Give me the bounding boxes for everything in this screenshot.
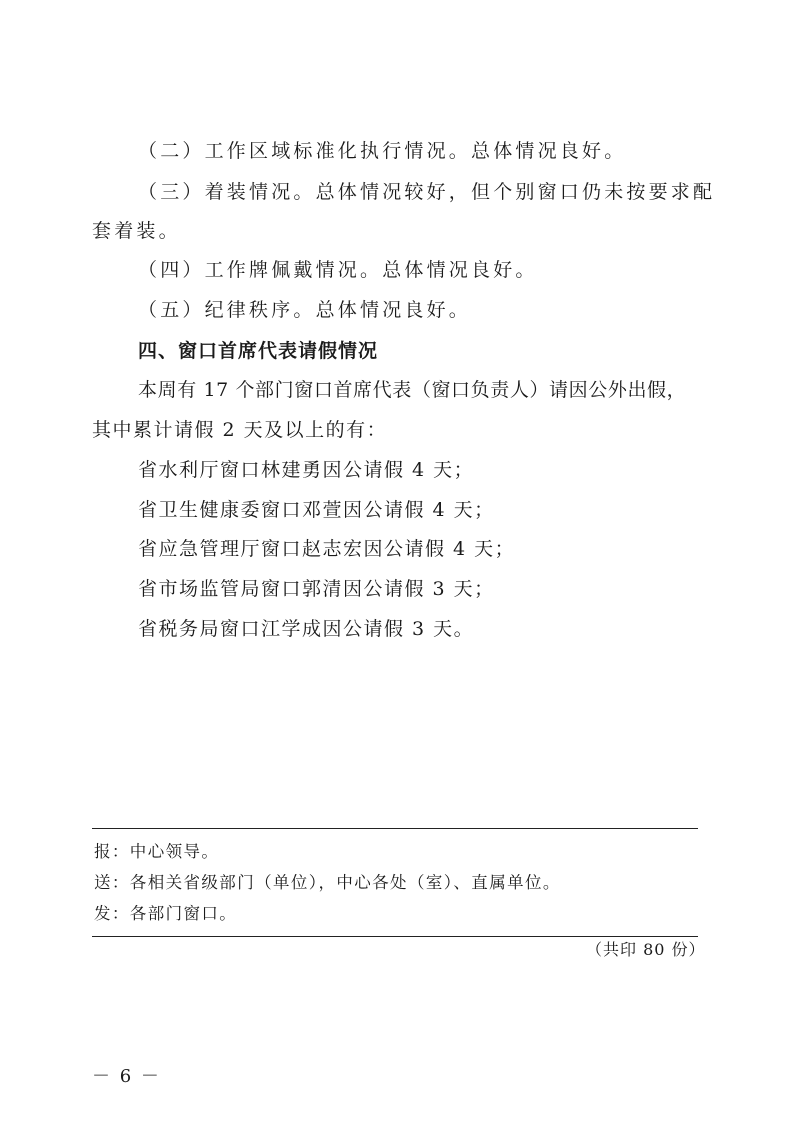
leave-list-item: 省市场监管局窗口郭清因公请假 3 天；	[138, 578, 495, 600]
leave-list-item: 省应急管理厅窗口赵志宏因公请假 4 天；	[138, 538, 516, 560]
leave-list-item: 省税务局窗口江学成因公请假 3 天。	[138, 618, 475, 640]
distribution-send-to: 送：各相关省级部门（单位），中心各处（室）、直属单位。	[94, 873, 561, 892]
distribution-report-to: 报：中心领导。	[94, 842, 220, 861]
leave-list-item: 省卫生健康委窗口邓萱因公请假 4 天；	[138, 499, 495, 521]
item-work-area-standardization: （二）工作区域标准化执行情况。总体情况良好。	[138, 140, 627, 162]
item-dress-code-line2: 套着装。	[92, 220, 181, 242]
leave-list-item: 省水利厅窗口林建勇因公请假 4 天；	[138, 459, 475, 481]
item-badge-wearing: （四）工作牌佩戴情况。总体情况良好。	[138, 259, 538, 281]
item-dress-code-line1: （三）着装情况。总体情况较好，但个别窗口仍未按要求配	[138, 181, 716, 203]
print-copies-note: （共印 80 份）	[586, 940, 706, 959]
page-number: － 6 －	[92, 1066, 161, 1087]
item-discipline-order: （五）纪律秩序。总体情况良好。	[138, 299, 472, 321]
distribution-bottom-rule	[92, 936, 698, 937]
leave-summary-line2: 其中累计请假 2 天及以上的有：	[92, 419, 388, 441]
leave-summary-line1: 本周有 17 个部门窗口首席代表（窗口负责人）请因公外出假，	[138, 379, 687, 401]
distribution-issue-to: 发：各部门窗口。	[94, 904, 238, 923]
section-heading-leave: 四、窗口首席代表请假情况	[138, 340, 379, 362]
distribution-top-rule	[92, 828, 698, 829]
